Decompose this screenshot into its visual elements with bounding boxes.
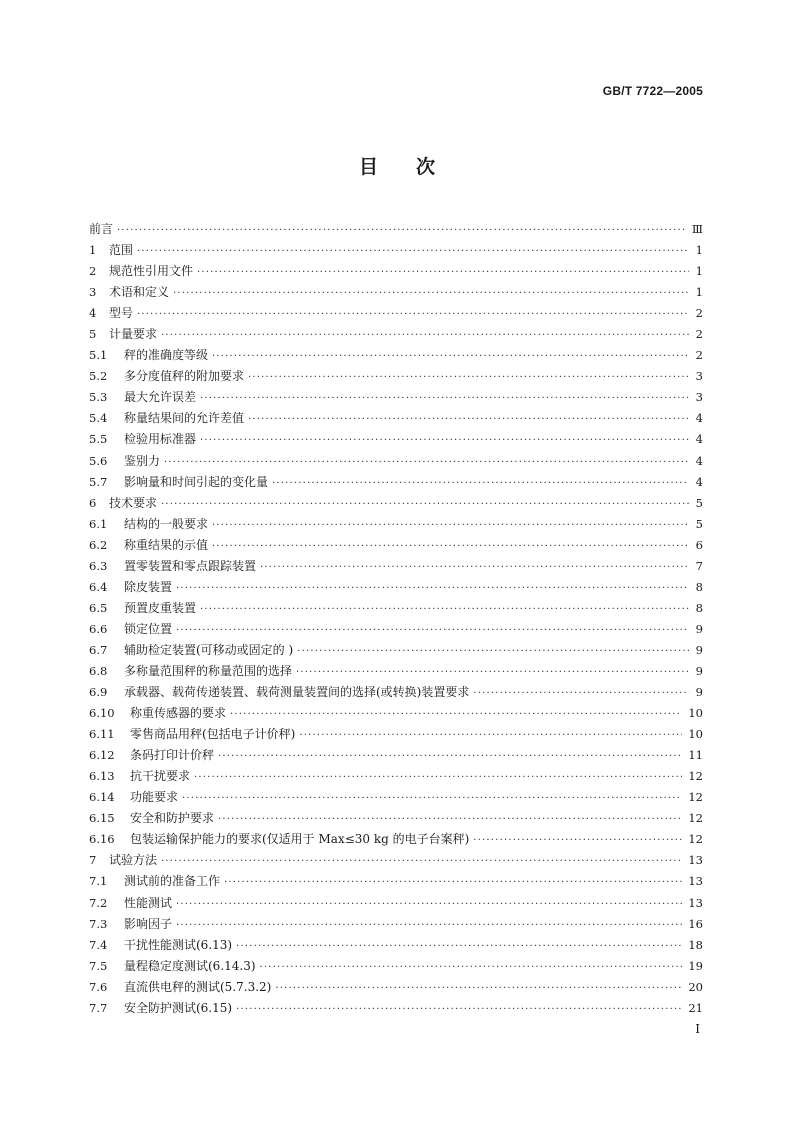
toc-entry-label: 型号	[109, 306, 134, 321]
toc-entry-label: 置零装置和零点跟踪装置	[124, 558, 257, 573]
toc-entry[interactable]	[89, 893, 703, 914]
toc-entry-number: 6.6	[89, 621, 108, 636]
toc-entry-number: 6	[89, 495, 97, 510]
toc-entry-number: 6.13	[89, 769, 115, 784]
toc-entry-page: 1	[695, 243, 703, 258]
toc-entry[interactable]	[89, 577, 703, 598]
toc-entry-page: 2	[695, 327, 703, 342]
toc-entry-number: 6.16	[89, 832, 115, 847]
toc-entry-label: 锁定位置	[124, 621, 173, 636]
toc-entry-page: 8	[695, 600, 703, 615]
toc-dot-leader	[212, 346, 689, 367]
toc-entry-label: 多分度值秤的附加要求	[124, 369, 245, 384]
toc-entry-page: Ⅲ	[691, 222, 703, 236]
toc-entry-number: 5.4	[89, 411, 108, 426]
toc-dot-leader	[197, 262, 689, 283]
toc-entry-label: 试验方法	[109, 853, 158, 868]
toc-entry-number: 7.5	[89, 958, 108, 973]
toc-dot-leader	[182, 788, 682, 809]
toc-entry[interactable]	[89, 429, 703, 450]
toc-dot-leader	[275, 978, 682, 999]
toc-entry[interactable]	[89, 766, 703, 787]
toc-entry-number: 6.14	[89, 790, 115, 805]
toc-entry-number: 7.4	[89, 937, 108, 952]
toc-entry-label: 包装运输保护能力的要求(仅适用于 Max≤30 kg 的电子台案秤)	[130, 832, 470, 847]
toc-dot-leader	[473, 683, 689, 704]
toc-entry-label: 测试前的准备工作	[124, 874, 221, 889]
toc-dot-leader	[164, 452, 689, 473]
toc-entry-page: 20	[688, 979, 703, 994]
toc-entry[interactable]	[89, 472, 703, 493]
toc-entry-page: 12	[688, 811, 703, 826]
toc-entry[interactable]	[89, 261, 703, 282]
toc-entry-page: 12	[688, 832, 703, 847]
toc-entry-number: 6.5	[89, 600, 108, 615]
toc-dot-leader	[236, 936, 682, 957]
toc-dot-leader	[200, 430, 689, 451]
toc-entry-number: 6.2	[89, 537, 108, 552]
toc-entry-number: 7.3	[89, 916, 108, 931]
toc-entry-page: 3	[695, 369, 703, 384]
toc-entry-page: 6	[695, 537, 703, 552]
toc-entry-number: 5	[89, 327, 97, 342]
toc-entry-number: 6.9	[89, 685, 108, 700]
toc-entry-label: 直流供电秤的测试(5.7.3.2)	[124, 979, 272, 994]
toc-entry-label: 检验用标准器	[124, 432, 197, 447]
toc-entry-number: 5.7	[89, 474, 108, 489]
toc-entry-number: 6.15	[89, 811, 115, 826]
toc-entry[interactable]	[89, 598, 703, 619]
toc-entry[interactable]	[89, 808, 703, 829]
toc-dot-leader	[194, 767, 682, 788]
toc-entry-page: 10	[688, 727, 703, 742]
toc-dot-leader	[176, 915, 682, 936]
toc-dot-leader	[176, 620, 689, 641]
toc-dot-leader	[212, 515, 689, 536]
toc-entry[interactable]	[89, 935, 703, 956]
toc-dot-leader	[176, 578, 689, 599]
toc-entry-page: 12	[688, 790, 703, 805]
toc-entry-page: 18	[688, 937, 703, 952]
toc-entry-number: 5.1	[89, 348, 108, 363]
toc-entry-number: 6.12	[89, 748, 115, 763]
toc-entry-label: 多称量范围秤的称量范围的选择	[124, 663, 293, 678]
toc-entry-number: 6.7	[89, 642, 108, 657]
toc-entry-page: 11	[688, 748, 703, 763]
toc-entry[interactable]	[89, 956, 703, 977]
toc-entry-number: 5.5	[89, 432, 108, 447]
toc-entry-page: 4	[695, 453, 703, 468]
title-char-right: 次	[416, 156, 436, 178]
toc-entry[interactable]	[89, 787, 703, 808]
toc-entry-number: 5.6	[89, 453, 108, 468]
page-title	[0, 152, 794, 179]
toc-entry-number: 5.3	[89, 390, 108, 405]
toc-entry-label: 称量结果间的允许差值	[124, 411, 245, 426]
toc-entry[interactable]	[89, 240, 703, 261]
toc-dot-leader	[200, 388, 689, 409]
toc-entry[interactable]	[89, 219, 703, 240]
toc-dot-leader	[260, 957, 683, 978]
toc-entry-label: 零售商品用秤(包括电子计价秤)	[130, 727, 296, 742]
toc-entry-number: 2	[89, 264, 97, 279]
toc-dot-leader	[248, 409, 689, 430]
toc-entry-number: 6.3	[89, 558, 108, 573]
toc-entry-label: 辅助检定装置(可移动或固定的 )	[124, 642, 294, 657]
toc-entry-page: 13	[688, 874, 703, 889]
toc-entry-page: 5	[695, 495, 703, 510]
toc-dot-leader	[272, 473, 689, 494]
toc-entry[interactable]	[89, 871, 703, 892]
toc-entry-number: 6.10	[89, 706, 115, 721]
toc-entry-page: 9	[695, 685, 703, 700]
toc-entry-number: 7.6	[89, 979, 108, 994]
toc-entry-label: 规范性引用文件	[109, 264, 194, 279]
toc-entry-number: 6.8	[89, 663, 108, 678]
toc-entry-label: 计量要求	[109, 327, 158, 342]
toc-entry-label: 安全和防护要求	[130, 811, 215, 826]
toc-entry[interactable]	[89, 829, 703, 850]
toc-entry[interactable]	[89, 745, 703, 766]
toc-dot-leader	[161, 325, 689, 346]
toc-entry-label: 最大允许误差	[124, 390, 197, 405]
toc-entry[interactable]	[89, 535, 703, 556]
toc-entry-page: 4	[695, 432, 703, 447]
toc-entry-page: 4	[695, 411, 703, 426]
toc-dot-leader	[117, 220, 686, 241]
toc-entry[interactable]	[89, 850, 703, 871]
toc-entry-label: 功能要求	[130, 790, 179, 805]
toc-entry-page: 21	[688, 1000, 703, 1015]
toc-entry[interactable]	[89, 619, 703, 640]
toc-entry-page: 12	[688, 769, 703, 784]
toc-entry[interactable]	[89, 703, 703, 724]
toc-entry-label: 秤的准确度等级	[124, 348, 209, 363]
toc-entry[interactable]	[89, 324, 703, 345]
toc-entry-page: 9	[695, 621, 703, 636]
toc-entry-number: 6.1	[89, 516, 108, 531]
toc-entry-page: 19	[688, 958, 703, 973]
toc-entry[interactable]	[89, 387, 703, 408]
standard-code: GB/T 7722—2005	[602, 84, 703, 98]
title-char-left: 目	[358, 156, 378, 178]
toc-entry-page: 2	[695, 348, 703, 363]
toc-dot-leader	[212, 536, 689, 557]
toc-dot-leader	[137, 241, 689, 262]
toc-entry[interactable]	[89, 493, 703, 514]
toc-entry-page: 7	[695, 558, 703, 573]
toc-entry-label: 影响量和时间引起的变化量	[124, 474, 269, 489]
toc-entry-label: 前言	[89, 222, 114, 236]
toc-dot-leader	[297, 641, 689, 662]
toc-entry[interactable]	[89, 977, 703, 998]
toc-entry-label: 安全防护测试(6.15)	[124, 1000, 233, 1015]
toc-entry[interactable]	[89, 914, 703, 935]
toc-entry-label: 技术要求	[109, 495, 158, 510]
toc-dot-leader	[200, 599, 689, 620]
toc-entry-number: 7.1	[89, 874, 108, 889]
toc-entry-number: 5.2	[89, 369, 108, 384]
toc-entry-label: 性能测试	[124, 895, 173, 910]
toc-dot-leader	[176, 894, 682, 915]
toc-dot-leader	[173, 283, 689, 304]
toc-entry[interactable]	[89, 556, 703, 577]
toc-entry[interactable]	[89, 682, 703, 703]
toc-entry[interactable]	[89, 661, 703, 682]
toc-entry-label: 称重传感器的要求	[130, 706, 227, 721]
toc-entry-label: 量程稳定度测试(6.14.3)	[124, 958, 256, 973]
toc-dot-leader	[218, 746, 682, 767]
toc-entry-page: 8	[695, 579, 703, 594]
toc-entry[interactable]	[89, 514, 703, 535]
toc-entry-label: 抗干扰要求	[130, 769, 191, 784]
toc-dot-leader	[218, 809, 682, 830]
toc-entry-label: 除皮装置	[124, 579, 173, 594]
toc-entry[interactable]	[89, 345, 703, 366]
toc-entry-label: 结构的一般要求	[124, 516, 209, 531]
toc-entry-page: 4	[695, 474, 703, 489]
toc-dot-leader	[224, 872, 682, 893]
toc-dot-leader	[161, 494, 689, 515]
toc-entry[interactable]	[89, 451, 703, 472]
toc-dot-leader	[230, 704, 682, 725]
toc-entry-label: 范围	[109, 243, 134, 258]
toc-entry-number: 6.11	[89, 727, 115, 742]
toc-entry[interactable]	[89, 640, 703, 661]
toc-entry-page: 2	[695, 306, 703, 321]
toc-entry[interactable]	[89, 282, 703, 303]
toc-entry-number: 6.4	[89, 579, 108, 594]
toc-entry-page: 3	[695, 390, 703, 405]
toc-dot-leader	[296, 662, 689, 683]
toc-entry-number: 1	[89, 243, 97, 258]
toc-dot-leader	[161, 851, 682, 872]
toc-entry-page: 10	[688, 706, 703, 721]
toc-entry-page: 13	[688, 895, 703, 910]
toc-entry[interactable]	[89, 303, 703, 324]
toc-entry-label: 术语和定义	[109, 285, 170, 300]
toc-dot-leader	[248, 367, 689, 388]
toc-entry-label: 影响因子	[124, 916, 173, 931]
toc-entry[interactable]	[89, 408, 703, 429]
toc-entry-page: 9	[695, 663, 703, 678]
toc-entry-number: 7.2	[89, 895, 108, 910]
toc-entry-number: 7.7	[89, 1000, 108, 1015]
toc-entry-page: 1	[695, 264, 703, 279]
toc-entry-label: 称重结果的示值	[124, 537, 209, 552]
table-of-contents	[89, 219, 703, 1019]
toc-dot-leader	[473, 830, 682, 851]
toc-dot-leader	[137, 304, 689, 325]
toc-entry[interactable]	[89, 998, 703, 1019]
toc-entry-number: 3	[89, 285, 97, 300]
page-number: I	[695, 1022, 700, 1036]
toc-entry-number: 7	[89, 853, 97, 868]
toc-entry-page: 13	[688, 853, 703, 868]
toc-entry-page: 5	[695, 516, 703, 531]
toc-entry-label: 预置皮重装置	[124, 600, 197, 615]
toc-entry-number: 4	[89, 306, 97, 321]
toc-dot-leader	[236, 999, 682, 1020]
toc-entry-page: 16	[688, 916, 703, 931]
toc-entry[interactable]	[89, 724, 703, 745]
toc-dot-leader	[260, 557, 689, 578]
toc-entry-page: 9	[695, 642, 703, 657]
toc-entry-page: 1	[695, 285, 703, 300]
toc-entry-label: 条码打印计价秤	[130, 748, 215, 763]
toc-entry-label: 鉴别力	[124, 453, 161, 468]
toc-dot-leader	[299, 725, 682, 746]
toc-entry-label: 干扰性能测试(6.13)	[124, 937, 233, 952]
toc-entry-label: 承载器、载荷传递装置、载荷测量装置间的选择(或转换)装置要求	[124, 685, 470, 700]
toc-entry[interactable]	[89, 366, 703, 387]
